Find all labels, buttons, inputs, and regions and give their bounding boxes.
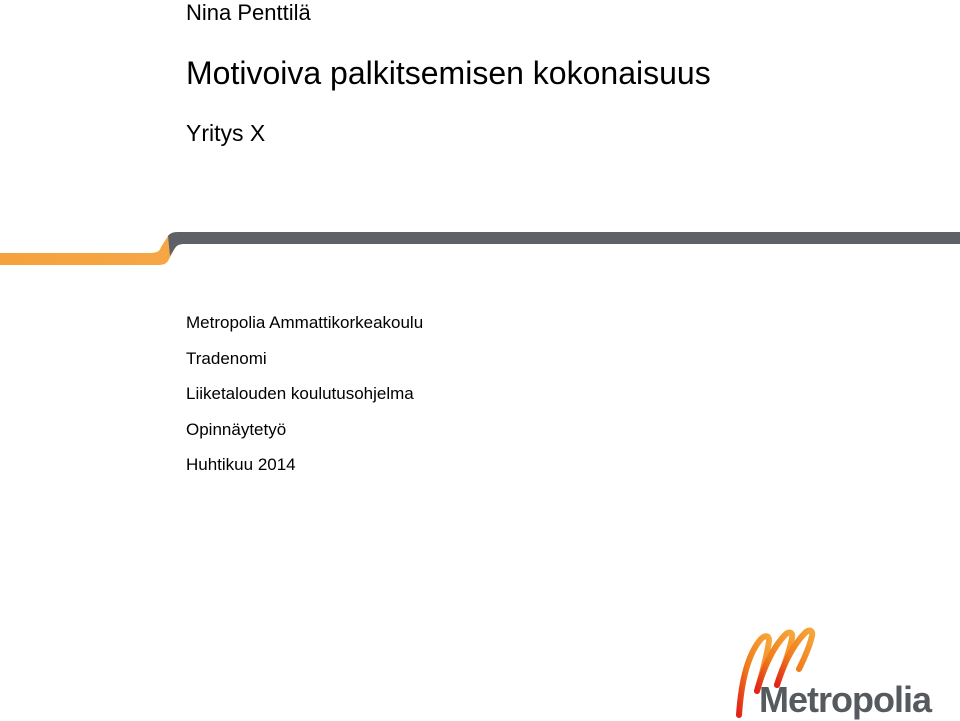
- thesis-subtitle: Yritys X: [186, 120, 266, 146]
- info-line-type: Opinnäytetyö: [186, 419, 287, 439]
- info-line-date: Huhtikuu 2014: [186, 455, 296, 474]
- thesis-title: Motivoiva palkitsemisen kokonaisuus: [186, 55, 711, 91]
- info-line-programme: Liiketalouden koulutusohjelma: [186, 384, 414, 403]
- info-line-degree: Tradenomi: [186, 348, 267, 368]
- author-name: Nina Penttilä: [186, 0, 311, 25]
- info-line-school: Metropolia Ammattikorkeakoulu: [186, 313, 424, 332]
- metropolia-logo: [727, 625, 932, 721]
- decorative-stripe: [0, 228, 960, 270]
- stripe-gray-band: [168, 232, 960, 256]
- thesis-info-list: [186, 313, 423, 491]
- logo-wordmark: Metropolia: [759, 679, 932, 720]
